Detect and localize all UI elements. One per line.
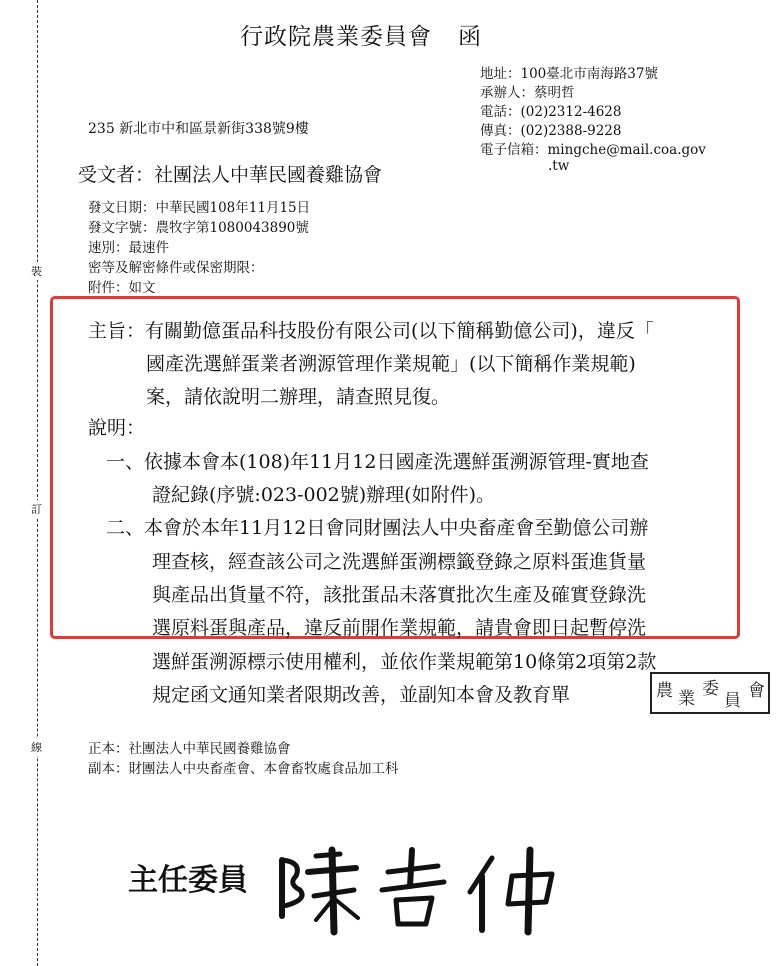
contact-handler: 承辦人：蔡明哲	[480, 85, 575, 101]
issuing-agency: 行政院農業委員會	[240, 24, 432, 50]
margin-mark-staple: 訂	[31, 500, 42, 518]
explanation-item-2-cont: 理查核，經查該公司之洗選鮮蛋溯標籤登錄之原料蛋進貨量	[152, 551, 647, 573]
issue-date: 發文日期：中華民國108年11月15日	[88, 200, 311, 216]
margin-mark-line: 線	[31, 738, 42, 756]
explanation-item-2-cont: 選鮮蛋溯源標示使用權利，並依作業規範第10條第2項第2款	[152, 651, 657, 673]
recipient-address: 235 新北市中和區景新街338號9樓	[88, 121, 309, 137]
explanation-item-1-cont: 證紀錄(序號:023-002號)辦理(如附件)。	[152, 484, 496, 506]
subject-line: 國產洗選鮮蛋業者溯源管理作業規範」(以下簡稱作業規範)	[146, 353, 636, 375]
explanation-item-2-cont: 選原料蛋與產品，違反前開作業規範，請貴會即日起暫停洗	[152, 617, 647, 639]
binding-margin-line	[37, 0, 38, 966]
explanation-item-2-cont: 與產品出貨量不符，該批蛋品未落實批次生產及確實登錄洗	[152, 584, 647, 606]
agency-seal-stamp: 農 業 委 員 會	[650, 672, 770, 714]
contact-fax: 傳真：(02)2388-9228	[480, 123, 622, 139]
document-number: 發文字號：農牧字第1080043890號	[88, 220, 309, 236]
contact-email-cont: .tw	[548, 158, 570, 174]
svg-text:主任委員: 主任委員	[128, 863, 248, 898]
speed-level: 速別：最速件	[88, 240, 169, 256]
attachment: 附件：如文	[88, 280, 156, 296]
explanation-item-2: 二、本會於本年11月12日會同財團法人中央畜產會至勤億公司辦	[106, 517, 649, 539]
recipient: 受文者：社團法人中華民國養雞協會	[78, 164, 383, 186]
original-recipient: 正本：社團法人中華民國養雞協會	[88, 741, 291, 757]
contact-email: 電子信箱：mingche@mail.coa.gov	[480, 142, 706, 158]
explanation-item-1: 一、依據本會本(108)年11月12日國產洗選鮮蛋溯源管理-實地查	[106, 451, 649, 473]
contact-address: 地址：100臺北市南海路37號	[480, 66, 658, 82]
subject-line: 主旨：有關勤億蛋品科技股份有限公司(以下簡稱勤億公司)，違反「	[88, 320, 654, 342]
subject-line: 案，請依說明二辦理，請查照見復。	[146, 386, 451, 408]
signature-drawing	[120, 820, 640, 940]
explanation-item-2-cont: 規定函文通知業者限期改善，並副知本會及教育單	[152, 684, 571, 706]
secrecy-level: 密等及解密條件或保密期限：	[88, 260, 264, 276]
contact-phone: 電話：(02)2312-4628	[480, 104, 622, 120]
document-type: 函	[458, 24, 482, 50]
document-title	[240, 18, 482, 51]
margin-mark-bind: 裝	[31, 262, 42, 280]
chairman-signature	[120, 820, 640, 940]
signature-name-strokes	[282, 850, 552, 932]
explanation-label: 說明：	[88, 417, 146, 439]
copy-recipients: 副本：財團法人中央畜產會、本會畜牧處食品加工科	[88, 761, 399, 777]
signature-title-mark	[128, 863, 248, 898]
